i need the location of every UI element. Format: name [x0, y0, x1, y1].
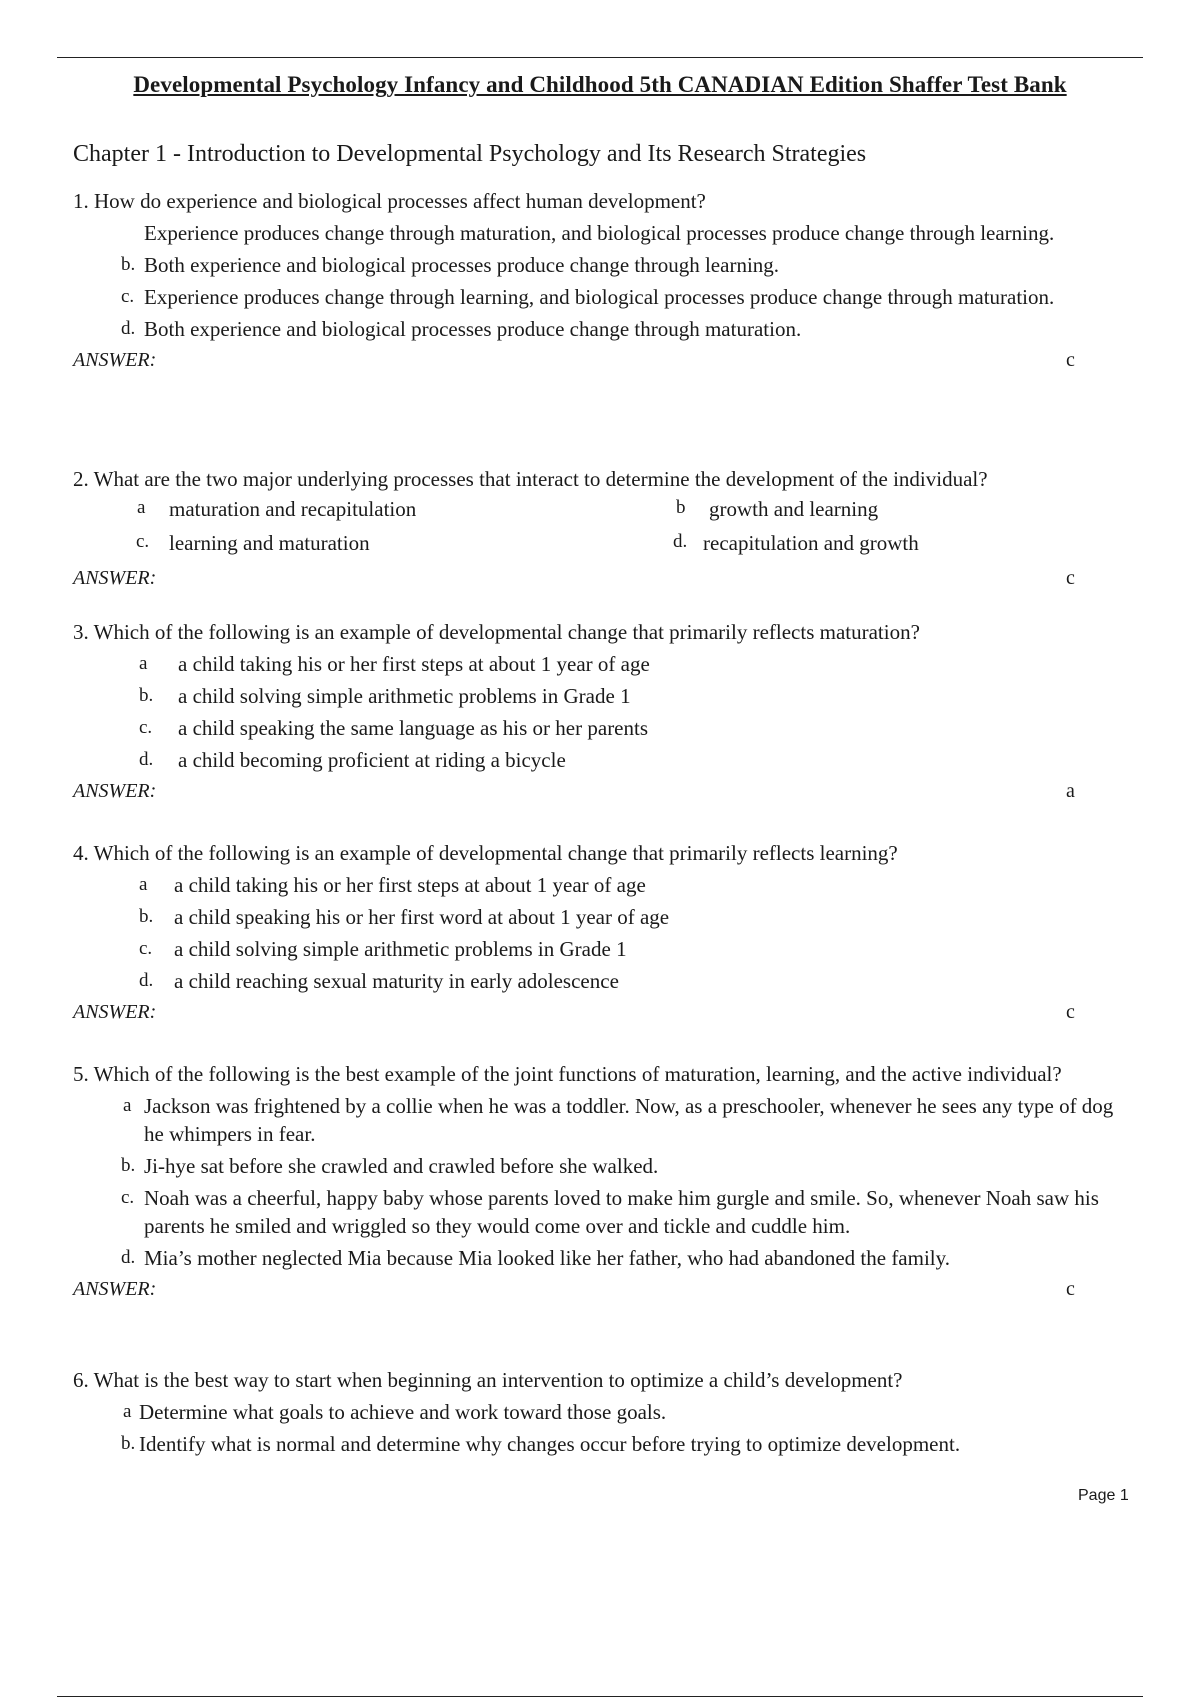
question-stem: 6. What is the best way to start when beginning an intervention to optimize a child’s development? — [73, 1368, 903, 1392]
option-text: Both experience and biological processes produce change through maturation. — [144, 317, 802, 341]
answer-value: c — [1066, 1278, 1075, 1300]
option-d — [73, 315, 1133, 343]
option-text: Ji-hye sat before she crawled and crawled before she walked. — [144, 1154, 659, 1178]
option-text: a child taking his or her first steps at about 1 year of age — [178, 652, 650, 676]
option-label: b. — [139, 685, 154, 706]
option-text: a child speaking his or her first word at about 1 year of age — [174, 905, 670, 929]
option-a — [73, 650, 1133, 678]
option-text: maturation and recapitulation — [169, 497, 417, 521]
question-stem: 1. How do experience and biological processes affect human development? — [73, 189, 706, 213]
answer-value: c — [1066, 567, 1075, 589]
option-text: a child taking his or her first steps at about 1 year of age — [174, 873, 646, 897]
option-label: d. — [121, 318, 136, 339]
answer-label: ANSWER: — [73, 567, 157, 589]
option-text: Jackson was frightened by a collie when he was a toddler. Now, as a preschooler, whenever he sees any type of dog he whimpers in fear. — [144, 1094, 1114, 1146]
option-text: a child solving simple arithmetic problems in Grade 1 — [174, 937, 627, 961]
answer-row — [73, 780, 1133, 806]
option-text: learning and maturation — [169, 531, 370, 555]
answer-label: ANSWER: — [73, 780, 157, 802]
option-a — [73, 871, 1133, 899]
option-label: c. — [136, 531, 150, 552]
option-a — [73, 219, 1133, 247]
option-label: a — [123, 1095, 132, 1116]
option-text: a child speaking the same language as his or her parents — [178, 716, 649, 740]
question-stem: 4. Which of the following is an example of developmental change that primarily reflects learning? — [73, 841, 898, 865]
option-label: d. — [139, 749, 154, 770]
question-6 — [73, 1367, 1133, 1458]
option-a — [73, 1092, 1133, 1148]
answer-row — [73, 567, 1133, 593]
question-2 — [73, 466, 1133, 593]
top-rule — [57, 57, 1143, 58]
option-text: a child solving simple arithmetic problems in Grade 1 — [178, 684, 631, 708]
question-5 — [73, 1061, 1133, 1304]
answer-row — [73, 349, 1133, 375]
answer-value: a — [1066, 780, 1075, 802]
option-c — [73, 714, 1133, 742]
option-label: c. — [121, 286, 135, 307]
option-d — [73, 1244, 1133, 1272]
option-text: Both experience and biological processes produce change through learning. — [144, 253, 780, 277]
option-label: b. — [139, 906, 154, 927]
option-label: c. — [139, 938, 153, 959]
answer-row — [73, 1278, 1133, 1304]
question-4 — [73, 840, 1133, 1027]
option-d — [73, 746, 1133, 774]
option-label: b. — [121, 254, 136, 275]
option-b — [73, 682, 1133, 710]
question-stem: 2. What are the two major underlying processes that interact to determine the development of the individual? — [73, 467, 988, 491]
question-3 — [73, 619, 1133, 806]
page-number: Page 1 — [1078, 1487, 1129, 1504]
option-text: Experience produces change through learning, and biological processes produce change through maturation. — [144, 285, 1055, 309]
option-row-1 — [73, 493, 1133, 527]
bottom-rule — [57, 1696, 1143, 1697]
document-title: Developmental Psychology Infancy and Childhood 5th CANADIAN Edition Shaffer Test Bank — [133, 72, 1067, 97]
option-text: Identify what is normal and determine why changes occur before trying to optimize development. — [139, 1432, 961, 1456]
option-label: d. — [673, 531, 688, 552]
option-a — [73, 1398, 1133, 1426]
option-label: d. — [121, 1247, 136, 1268]
option-text: Determine what goals to achieve and work toward those goals. — [139, 1400, 667, 1424]
option-text: recapitulation and growth — [703, 531, 919, 555]
option-b — [73, 1152, 1133, 1180]
option-text: Experience produces change through maturation, and biological processes produce change through learning. — [144, 221, 1055, 245]
option-label: a — [137, 497, 146, 518]
option-text: Mia’s mother neglected Mia because Mia looked like her father, who had abandoned the family. — [144, 1246, 951, 1270]
question-stem: 5. Which of the following is the best example of the joint functions of maturation, learning, and the active individual? — [73, 1062, 1062, 1086]
option-label: a — [123, 1401, 132, 1422]
option-row-2 — [73, 527, 1133, 561]
option-c — [73, 935, 1133, 963]
option-text: a child reaching sexual maturity in early adolescence — [174, 969, 619, 993]
option-c — [73, 283, 1133, 311]
answer-label: ANSWER: — [73, 349, 157, 371]
option-label: a — [139, 874, 148, 895]
chapter-heading: Chapter 1 - Introduction to Developmental Psychology and Its Research Strategies — [73, 141, 867, 167]
answer-row — [73, 1001, 1133, 1027]
option-label: c. — [139, 717, 153, 738]
option-label: b. — [121, 1433, 136, 1454]
option-label: b — [676, 497, 686, 518]
option-label: c. — [121, 1187, 135, 1208]
option-d — [73, 967, 1133, 995]
option-text: a child becoming proficient at riding a bicycle — [178, 748, 566, 772]
answer-label: ANSWER: — [73, 1001, 157, 1023]
option-b — [73, 1430, 1133, 1458]
option-text: growth and learning — [709, 497, 879, 521]
option-label: b. — [121, 1155, 136, 1176]
answer-value: c — [1066, 349, 1075, 371]
option-b — [73, 903, 1133, 931]
answer-value: c — [1066, 1001, 1075, 1023]
option-label: d. — [139, 970, 154, 991]
option-label: a — [139, 653, 148, 674]
option-c — [73, 1184, 1133, 1240]
answer-label: ANSWER: — [73, 1278, 157, 1300]
question-1 — [73, 188, 1133, 375]
question-stem: 3. Which of the following is an example of developmental change that primarily reflects maturation? — [73, 620, 920, 644]
option-b — [73, 251, 1133, 279]
option-text: Noah was a cheerful, happy baby whose parents loved to make him gurgle and smile. So, whenever Noah saw his parents he smiled and wriggled so they would come over and tickle and cuddle him. — [144, 1186, 1099, 1238]
